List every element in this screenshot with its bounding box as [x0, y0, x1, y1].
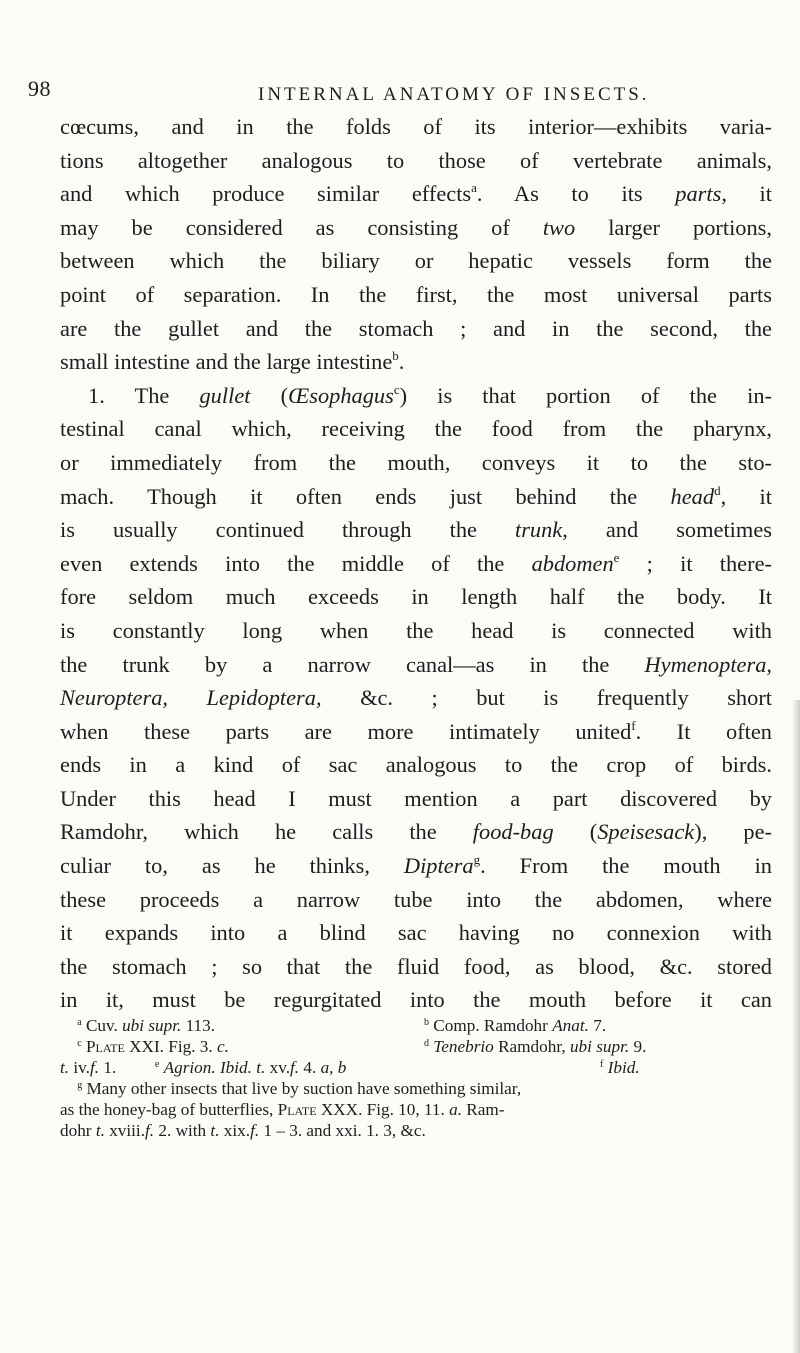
footnote-f — [600, 1057, 640, 1078]
emphasis: abdomen — [531, 550, 614, 576]
text-line: these proceeds a narrow tube into the abdomen, where — [60, 886, 772, 912]
footnote-text: Many other insects that live by suction have something similar, — [86, 1079, 522, 1098]
text-line: in it, must be regurgitated into the mouth before it can — [60, 987, 772, 1013]
text-line: fore seldom much exceeds in length half the body. It — [60, 584, 772, 610]
footnote-e — [155, 1058, 346, 1077]
text-fragment: ), pe- — [694, 819, 772, 845]
text-fragment: . From the mouth in — [480, 853, 772, 879]
text-fragment: larger portions, — [608, 214, 772, 240]
text-line: is constantly long when the head is connected with — [60, 617, 772, 643]
footnote-ref-d: d — [714, 482, 721, 498]
footnote-row — [60, 1099, 772, 1120]
text-line — [60, 379, 772, 413]
text-fragment: Ramdohr, which he calls the — [60, 819, 437, 845]
text-fragment: ) — [399, 382, 408, 408]
footnote-text: Ramdohr, — [498, 1037, 566, 1056]
text-fragment: ( — [589, 819, 598, 845]
footnote-italic: c. — [216, 1037, 229, 1056]
footnote-text: 9. — [633, 1037, 647, 1056]
footnote-mark: g — [77, 1080, 83, 1091]
text-line — [60, 681, 772, 715]
emphasis: Diptera — [403, 853, 474, 879]
footnote-text: 113. — [185, 1016, 216, 1035]
emphasis: trunk — [514, 517, 563, 543]
text-line — [60, 345, 772, 379]
footnote-italic: ubi supr. — [569, 1037, 630, 1056]
footnote-text: as the honey-bag of butterflies, — [60, 1100, 274, 1119]
footnote-italic: ubi supr. — [122, 1016, 182, 1035]
footnote-italic: Tenebrio — [433, 1037, 494, 1056]
text-fragment: 1. The — [88, 382, 170, 408]
emphasis: Hymenoptera, — [644, 651, 772, 677]
footnote-text: iv. — [73, 1058, 90, 1077]
emphasis: gullet — [199, 382, 251, 408]
text-line — [60, 849, 772, 883]
text-line: tions altogether analogous to those of vertebrate animals, — [60, 147, 772, 173]
text-fragment: ( — [280, 382, 289, 408]
text-line — [60, 715, 772, 749]
text-line: between which the biliary or hepatic vessels form the — [60, 248, 772, 274]
running-head: INTERNAL ANATOMY OF INSECTS. — [258, 84, 650, 105]
footnote-italic: Ibid. — [607, 1058, 640, 1077]
footnote-ref-f: f — [631, 717, 636, 733]
text-line — [60, 815, 772, 849]
footnote-ref-c: c — [393, 381, 400, 397]
footnote-row — [60, 1057, 772, 1078]
text-line: the stomach ; so that the fluid food, as blood, &c. stored — [60, 953, 772, 979]
footnote-text: Comp. Ramdohr — [433, 1016, 548, 1035]
emphasis: two — [542, 214, 576, 240]
text-fragment: and which produce similar effects — [60, 181, 472, 207]
footnote-text: Plate — [277, 1100, 317, 1119]
footnote-mark: d — [424, 1038, 429, 1049]
text-fragment: , and sometimes — [562, 517, 772, 543]
footnote-text: 1. — [103, 1058, 117, 1077]
footnote-text: XXX. Fig. 10, 11. — [320, 1100, 445, 1119]
emphasis: Œsophagus — [288, 382, 394, 408]
text-fragment: small intestine and the large intestine — [60, 349, 393, 375]
text-fragment: may be considered as consisting of — [60, 214, 510, 240]
text-line: or immediately from the mouth, conveys it to the sto- — [60, 449, 772, 475]
footnote-text: xix. — [223, 1121, 251, 1140]
footnote-text: Ram- — [466, 1100, 505, 1119]
footnote-italic: t. — [210, 1121, 220, 1140]
footnote-italic: f. — [145, 1121, 155, 1140]
footnote-ref-g: g — [473, 852, 481, 868]
emphasis: food-bag — [472, 819, 554, 845]
text-line: are the gullet and the stomach ; and in the second, the — [60, 315, 772, 341]
footnote-text: XXI. Fig. 3. — [129, 1037, 213, 1056]
footnote-mark: a — [77, 1017, 82, 1028]
text-fragment: . As to its — [476, 181, 643, 207]
emphasis: Speisesack — [597, 819, 695, 845]
footnote-text: 1 – 3. and xxi. 1. 3, &c. — [263, 1121, 426, 1140]
footnote-ref-b: b — [392, 348, 399, 364]
body-text — [60, 110, 772, 1017]
footnote-italic: Agrion. Ibid. t. — [163, 1058, 266, 1077]
text-line — [60, 648, 772, 682]
footnote-text: dohr — [60, 1121, 92, 1140]
text-line: point of separation. In the first, the most universal parts — [60, 281, 772, 307]
text-line: it expands into a blind sac having no connexion with — [60, 920, 772, 946]
footnote-text: Cuv. — [85, 1016, 118, 1035]
footnote-mark: f — [600, 1059, 604, 1070]
page-edge-shadow — [792, 700, 800, 1353]
text-line — [60, 211, 772, 245]
footnote-ref-a: a — [471, 180, 477, 196]
footnote-italic: a. — [449, 1100, 462, 1119]
footnote-d — [424, 1036, 646, 1057]
footnotes — [60, 1015, 772, 1141]
footnote-italic: Anat. — [552, 1016, 589, 1035]
footnote-row — [60, 1015, 772, 1036]
text-line: Under this head I must mention a part discovered by — [60, 785, 772, 811]
footnote-text: 2. with — [158, 1121, 207, 1140]
footnote-italic: f. — [89, 1058, 100, 1077]
footnote-a — [60, 1016, 215, 1035]
footnote-text: 7. — [593, 1016, 607, 1035]
text-line: testinal canal which, receiving the food from the pharynx, — [60, 416, 772, 442]
text-line — [60, 480, 772, 514]
emphasis: head — [670, 483, 715, 509]
footnote-italic: t. — [95, 1121, 105, 1140]
text-line — [60, 513, 772, 547]
text-fragment: ; it there- — [619, 550, 772, 576]
footnote-text: xviii. — [109, 1121, 145, 1140]
footnote-text: 4. — [303, 1058, 317, 1077]
emphasis: Neuroptera, Lepidoptera, — [60, 685, 322, 711]
text-fragment: , it — [720, 483, 772, 509]
page-number: 98 — [28, 76, 51, 101]
footnote-row — [60, 1078, 772, 1099]
footnote-mark: e — [154, 1059, 160, 1070]
text-fragment: is usually continued through the — [60, 517, 477, 543]
text-fragment: &c. ; but is frequently short — [360, 685, 773, 711]
footnote-mark: b — [424, 1017, 429, 1028]
text-line: ends in a kind of sac analogous to the crop of birds. — [60, 752, 772, 778]
footnote-text: Plate — [85, 1037, 125, 1056]
footnote-c — [60, 1037, 229, 1056]
text-fragment: . It often — [635, 718, 772, 744]
text-fragment: culiar to, as he thinks, — [60, 853, 370, 879]
footnote-row — [60, 1120, 772, 1141]
footnote-text: xv. — [269, 1058, 290, 1077]
footnote-italic: f. — [290, 1058, 300, 1077]
text-fragment: the trunk by a narrow canal—as in the — [60, 651, 610, 677]
text-fragment: , it — [721, 181, 772, 207]
text-fragment: mach. Though it often ends just behind the — [60, 483, 638, 509]
footnote-row — [60, 1036, 772, 1057]
text-fragment: is that portion of the in- — [437, 382, 772, 408]
emphasis: parts — [675, 181, 722, 207]
text-fragment: when these parts are more intimately united — [60, 718, 632, 744]
footnote-b — [424, 1015, 606, 1036]
text-line — [60, 547, 772, 581]
footnote-ref-e: e — [613, 549, 620, 565]
footnote-italic: t. — [60, 1058, 70, 1077]
footnote-italic: f. — [250, 1121, 260, 1140]
text-line: cœcums, and in the folds of its interior—exhibits varia- — [60, 114, 772, 139]
text-fragment: . — [398, 349, 405, 375]
footnote-italic: a, b — [320, 1058, 347, 1077]
text-fragment: even extends into the middle of the — [60, 550, 505, 576]
footnote-mark: c — [77, 1038, 82, 1049]
text-line — [60, 177, 772, 211]
